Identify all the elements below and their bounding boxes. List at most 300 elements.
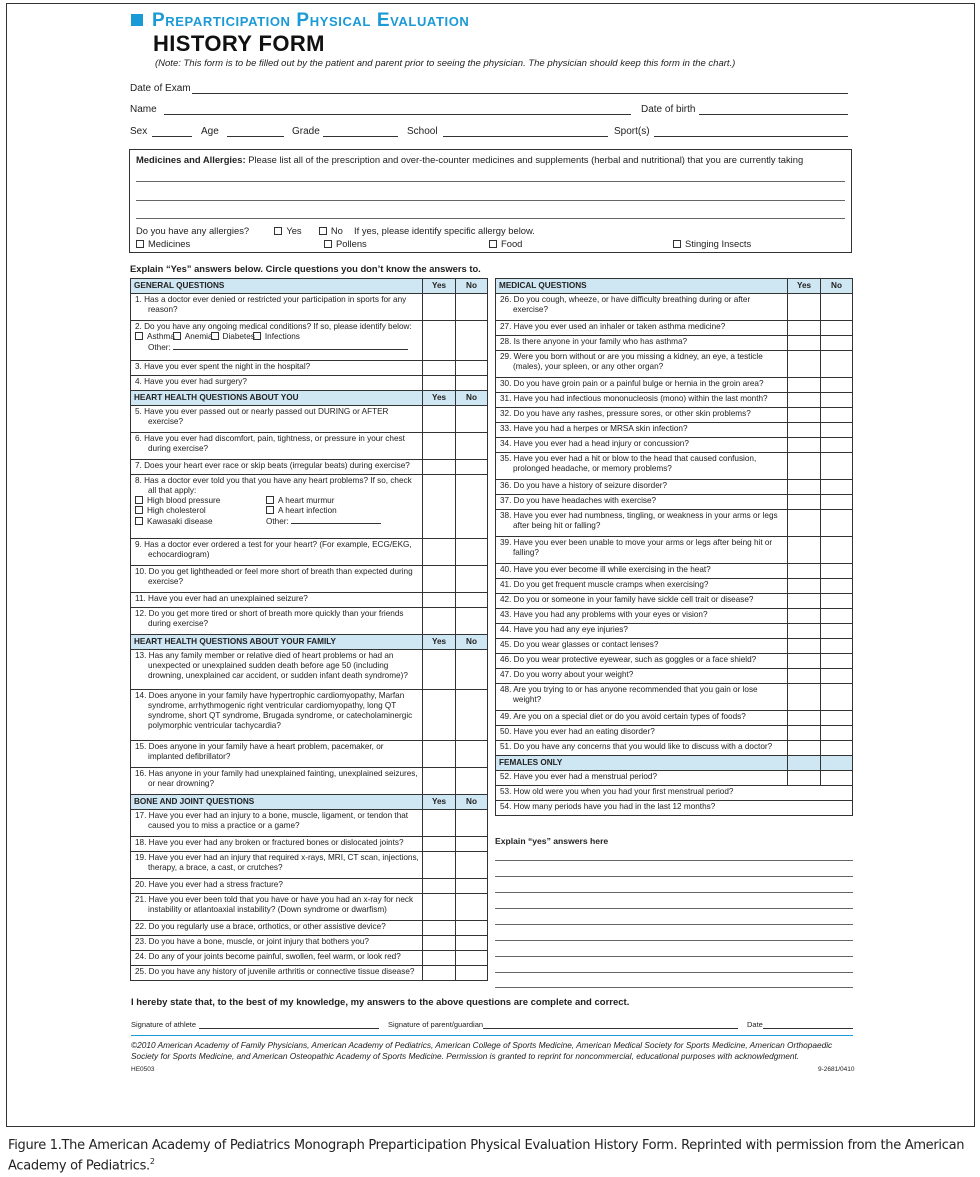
section-header-heart-you (131, 391, 488, 406)
question-row (131, 810, 488, 837)
question-row (131, 852, 488, 879)
checkbox[interactable] (673, 240, 681, 248)
date-of-birth-field[interactable] (699, 114, 848, 115)
yes-header: Yes (423, 635, 456, 650)
checkbox[interactable] (135, 506, 143, 514)
question-row (496, 639, 853, 654)
question-row (131, 593, 488, 608)
no-cell[interactable] (821, 726, 853, 741)
yes-cell[interactable] (423, 566, 456, 593)
no-cell[interactable] (456, 406, 488, 433)
option-label: Anemia (184, 332, 213, 341)
copyright-notice: ©2010 American Academy of Family Physicians, American Academy of Pediatrics, American College of Sports Medicine, American Medical Society for Sports Medicine, American Orthopaedic Society for Sports Medicine, and American Osteopathic Academy of Sports Medicine. Permission is granted to reprint for noncommercial, educational purposes with acknowledgment. (131, 1040, 833, 1061)
question-text: 7. Does your heart ever race or skip beats (irregular beats) during exercise? (131, 460, 423, 475)
explain-line[interactable] (495, 956, 853, 957)
yes-cell[interactable] (788, 639, 821, 654)
section-title: HEART HEALTH QUESTIONS ABOUT YOU (131, 391, 423, 406)
checkbox[interactable] (211, 332, 219, 340)
other-label: Other: (148, 343, 171, 352)
option-diabetes[interactable] (224, 332, 256, 342)
school-label: School (407, 126, 438, 137)
section-header-general (131, 279, 488, 294)
yes-cell[interactable] (788, 741, 821, 756)
yes-cell[interactable] (788, 684, 821, 711)
question-row (131, 361, 488, 376)
question-row (496, 711, 853, 726)
allergy-option-label: Pollens (336, 238, 367, 249)
no-cell[interactable] (456, 460, 488, 475)
yes-cell[interactable] (788, 408, 821, 423)
question-text: 11. Have you ever had an unexplained seizure? (131, 593, 423, 608)
allergy-if-yes: If yes, please identify specific allergy below. (354, 225, 535, 236)
sex-field[interactable] (152, 136, 192, 137)
yes-cell[interactable] (423, 837, 456, 852)
question-text: 30. Do you have groin pain or a painful bulge or hernia in the groin area? (496, 378, 788, 393)
option-label: A heart murmur (278, 496, 335, 505)
no-cell[interactable] (456, 810, 488, 837)
question-text: 3. Have you ever spent the night in the hospital? (131, 361, 423, 376)
yes-header: Yes (423, 279, 456, 294)
no-cell[interactable] (821, 510, 853, 537)
no-cell[interactable] (821, 594, 853, 609)
question-row (496, 654, 853, 669)
question-text: 51. Do you have any concerns that you would like to discuss with a doctor? (496, 741, 788, 756)
sports-field[interactable] (654, 136, 848, 137)
question-row (131, 608, 488, 635)
yes-cell[interactable] (423, 593, 456, 608)
yes-cell[interactable] (423, 376, 456, 391)
name-field[interactable] (164, 114, 631, 115)
signature-athlete-field[interactable] (199, 1028, 379, 1029)
other-field[interactable] (291, 516, 381, 524)
question-text: 54. How many periods have you had in the last 12 months? (496, 801, 853, 816)
yes-cell[interactable] (788, 510, 821, 537)
question-text: 8. Has a doctor ever told you that you have any heart problems? If so, check all that apply: (135, 476, 412, 495)
form-title: Preparticipation Physical Evaluation (152, 10, 470, 31)
question-row (496, 480, 853, 495)
question-row (496, 510, 853, 537)
option-kawasaki[interactable] (148, 517, 266, 527)
question-row (496, 609, 853, 624)
no-cell[interactable] (456, 894, 488, 921)
no-cell[interactable] (821, 684, 853, 711)
yes-cell[interactable] (423, 951, 456, 966)
explain-line[interactable] (495, 924, 853, 925)
signature-athlete-label: Signature of athlete (131, 1020, 197, 1029)
yes-cell[interactable] (788, 423, 821, 438)
explain-line[interactable] (495, 987, 853, 988)
no-cell[interactable] (456, 361, 488, 376)
caption-reference: 2 (149, 1157, 155, 1166)
explain-line[interactable] (495, 860, 853, 861)
question-row (496, 786, 853, 801)
yes-cell[interactable] (423, 690, 456, 741)
allergy-question: Do you have any allergies? (136, 225, 250, 236)
question-row (131, 879, 488, 894)
no-cell[interactable] (821, 336, 853, 351)
question-row (496, 726, 853, 741)
signature-parent-field[interactable] (483, 1028, 738, 1029)
no-header: No (456, 635, 488, 650)
question-text: 38. Have you ever had numbness, tingling, or weakness in your arms or legs after being hit or falling? (496, 510, 788, 537)
no-cell[interactable] (821, 378, 853, 393)
question-row (496, 393, 853, 408)
no-cell[interactable] (456, 376, 488, 391)
grade-field[interactable] (323, 136, 398, 137)
question-row (496, 741, 853, 756)
question-row (496, 564, 853, 579)
no-cell[interactable] (456, 650, 488, 690)
yes-cell[interactable] (423, 966, 456, 981)
no-cell[interactable] (456, 294, 488, 321)
yes-cell[interactable] (788, 537, 821, 564)
yes-cell[interactable] (423, 852, 456, 879)
age-field[interactable] (227, 136, 284, 137)
header-square-icon (131, 14, 143, 26)
allergy-option-label: Medicines (148, 238, 191, 249)
no-cell[interactable] (821, 351, 853, 378)
question-text: 33. Have you had a herpes or MRSA skin infection? (496, 423, 788, 438)
question-text: 45. Do you wear glasses or contact lenses? (496, 639, 788, 654)
option-label: A heart infection (278, 506, 337, 515)
medicines-label: Medicines and Allergies: (136, 154, 246, 165)
yes-cell[interactable] (423, 460, 456, 475)
form-code-left: HE0503 (131, 1066, 155, 1073)
question-row (131, 433, 488, 460)
yes-cell[interactable] (423, 361, 456, 376)
no-cell[interactable] (821, 294, 853, 321)
question-row (131, 475, 488, 539)
no-cell[interactable] (821, 393, 853, 408)
no-cell[interactable] (456, 966, 488, 981)
no-cell[interactable] (821, 537, 853, 564)
no-header: No (456, 391, 488, 406)
question-text: 25. Do you have any history of juvenile arthritis or connective tissue disease? (131, 966, 423, 981)
question-text: 35. Have you ever had a hit or blow to the head that caused confusion, prolonged headache, or memory problems? (496, 453, 788, 480)
question-text: 17. Have you ever had an injury to a bone, muscle, ligament, or tendon that caused you to miss a practice or a game? (131, 810, 423, 837)
yes-cell[interactable] (423, 879, 456, 894)
no-cell[interactable] (821, 609, 853, 624)
checkbox[interactable] (253, 332, 261, 340)
question-text: 16. Has anyone in your family had unexplained fainting, unexplained seizures, or near drowning? (131, 768, 423, 795)
yes-cell[interactable] (788, 726, 821, 741)
signature-parent-label: Signature of parent/guardian (388, 1020, 484, 1029)
option-anemia[interactable] (186, 332, 214, 342)
explain-line[interactable] (495, 876, 853, 877)
question-row (496, 801, 853, 816)
yes-cell[interactable] (788, 393, 821, 408)
question-text: 5. Have you ever passed out or nearly passed out DURING or AFTER exercise? (131, 406, 423, 433)
checkbox[interactable] (266, 506, 274, 514)
explain-instruction: Explain “Yes” answers below. Circle questions you don’t know the answers to. (130, 263, 481, 274)
no-cell[interactable] (821, 423, 853, 438)
option-label: Asthma (147, 332, 175, 341)
allergy-no-checkbox[interactable] (319, 227, 327, 235)
yes-cell[interactable] (423, 768, 456, 795)
allergy-pollens[interactable] (324, 238, 367, 249)
question-text: 47. Do you worry about your weight? (496, 669, 788, 684)
no-cell[interactable] (821, 480, 853, 495)
section-header-medical (496, 279, 853, 294)
form-code-right: 9-2681/0410 (818, 1066, 855, 1073)
date-field[interactable] (763, 1028, 853, 1029)
yes-cell[interactable] (788, 351, 821, 378)
yes-cell[interactable] (423, 894, 456, 921)
yes-cell[interactable] (788, 771, 821, 786)
question-text: 34. Have you ever had a head injury or concussion? (496, 438, 788, 453)
yes-cell[interactable] (788, 669, 821, 684)
yes-cell[interactable] (788, 624, 821, 639)
question-row (496, 453, 853, 480)
explain-line[interactable] (495, 972, 853, 973)
question-text: 23. Do you have a bone, muscle, or joint injury that bothers you? (131, 936, 423, 951)
no-cell[interactable] (821, 741, 853, 756)
grade-label: Grade (292, 126, 320, 137)
caption-text: Figure 1.The American Academy of Pediatrics Monograph Preparticipation Physical Evaluation History Form. Reprinted with permission from the American Academy of Pediatrics. (8, 1138, 965, 1174)
no-cell[interactable] (821, 579, 853, 594)
question-text: 31. Have you had infectious mononucleosis (mono) within the last month? (496, 393, 788, 408)
no-cell[interactable] (821, 438, 853, 453)
question-text: 13. Has any family member or relative died of heart problems or had an unexpected or unexplained sudden death before age 50 (including drowning, unexplained car accident, or sudden infant death syndrome)? (131, 650, 423, 690)
question-text: 4. Have you ever had surgery? (131, 376, 423, 391)
no-cell[interactable] (456, 741, 488, 768)
section-header-females (496, 756, 853, 771)
question-text: 6. Have you ever had discomfort, pain, tightness, or pressure in your chest during exercise? (131, 433, 423, 460)
yes-cell[interactable] (423, 650, 456, 690)
yes-cell[interactable] (423, 741, 456, 768)
age-label: Age (201, 126, 219, 137)
question-row (496, 336, 853, 351)
allergy-medicines[interactable] (136, 238, 190, 249)
yes-cell[interactable] (423, 321, 456, 361)
question-text: 39. Have you ever been unable to move your arms or legs after being hit or falling? (496, 537, 788, 564)
question-text: 12. Do you get more tired or short of breath more quickly than your friends during exercise? (131, 608, 423, 635)
yes-cell[interactable] (788, 378, 821, 393)
option-high-bp[interactable] (148, 496, 266, 506)
question-text: 10. Do you get lightheaded or feel more short of breath than expected during exercise? (131, 566, 423, 593)
question-row (131, 768, 488, 795)
yes-cell[interactable] (788, 453, 821, 480)
medicines-line[interactable] (136, 200, 845, 201)
option-label: Infections (264, 332, 300, 341)
date-label: Date (747, 1020, 763, 1029)
section-title: GENERAL QUESTIONS (131, 279, 423, 294)
yes-cell[interactable] (788, 609, 821, 624)
question-text: 37. Do you have headaches with exercise? (496, 495, 788, 510)
no-cell[interactable] (821, 624, 853, 639)
question-text: 20. Have you ever had a stress fracture? (131, 879, 423, 894)
question-text: 15. Does anyone in your family have a heart problem, pacemaker, or implanted defibrillator? (131, 741, 423, 768)
question-row (131, 650, 488, 690)
yes-header (788, 756, 821, 771)
option-label: Kawasaki disease (147, 517, 213, 526)
question-text: 41. Do you get frequent muscle cramps when exercising? (496, 579, 788, 594)
medicines-text: Please list all of the prescription and over-the-counter medicines and supplements (herbal and nutritional) that you are currently taking (245, 154, 804, 165)
no-cell[interactable] (456, 608, 488, 635)
date-of-exam-label: Date of Exam (130, 83, 191, 94)
checkbox[interactable] (266, 496, 274, 504)
sex-label: Sex (130, 126, 148, 137)
question-text: 53. How old were you when you had your first menstrual period? (496, 786, 853, 801)
checkbox[interactable] (135, 496, 143, 504)
question-text: 14. Does anyone in your family have hypertrophic cardiomyopathy, Marfan syndrome, arrhythmogenic right ventricular cardiomyopathy, long QT syndrome, short QT syndrome, Brugada syndrome, or catecholaminergic polymorphic ventricular tachycardia? (131, 690, 423, 741)
no-header (821, 756, 853, 771)
question-row (496, 408, 853, 423)
attestation-statement: I hereby state that, to the best of my knowledge, my answers to the above questions are complete and correct. (131, 997, 630, 1008)
explain-line[interactable] (495, 940, 853, 941)
yes-cell[interactable] (788, 711, 821, 726)
checkbox[interactable] (135, 332, 143, 340)
yes-cell[interactable] (423, 810, 456, 837)
no-cell[interactable] (821, 639, 853, 654)
no-cell[interactable] (456, 852, 488, 879)
no-cell[interactable] (821, 495, 853, 510)
no-cell[interactable] (821, 564, 853, 579)
question-row (131, 741, 488, 768)
question-row (496, 294, 853, 321)
option-infections[interactable] (266, 332, 301, 342)
no-cell[interactable] (456, 690, 488, 741)
explain-line[interactable] (495, 892, 853, 893)
section-title: HEART HEALTH QUESTIONS ABOUT YOUR FAMILY (131, 635, 423, 650)
question-row (131, 376, 488, 391)
no-header: No (456, 795, 488, 810)
question-text: 24. Do any of your joints become painful, swollen, feel warm, or look red? (131, 951, 423, 966)
question-row (496, 771, 853, 786)
sports-label: Sport(s) (614, 126, 650, 137)
yes-cell[interactable] (423, 539, 456, 566)
yes-cell[interactable] (788, 579, 821, 594)
allergy-yes-checkbox[interactable] (274, 227, 282, 235)
question-row (496, 624, 853, 639)
date-of-exam-field[interactable] (192, 93, 848, 94)
no-cell[interactable] (821, 654, 853, 669)
yes-cell[interactable] (788, 654, 821, 669)
yes-cell[interactable] (788, 336, 821, 351)
yes-cell[interactable] (423, 433, 456, 460)
question-text: 42. Do you or someone in your family have sickle cell trait or disease? (496, 594, 788, 609)
option-heart-infection[interactable] (266, 506, 337, 515)
no-cell[interactable] (821, 453, 853, 480)
question-2 (131, 321, 423, 361)
question-row (496, 438, 853, 453)
question-row (496, 669, 853, 684)
yes-cell[interactable] (788, 564, 821, 579)
no-cell[interactable] (456, 433, 488, 460)
question-row (131, 566, 488, 593)
question-row (131, 921, 488, 936)
medicines-line[interactable] (136, 218, 845, 219)
no-cell[interactable] (821, 711, 853, 726)
checkbox[interactable] (324, 240, 332, 248)
question-text: 18. Have you ever had any broken or fractured bones or dislocated joints? (131, 837, 423, 852)
section-header-heart-family (131, 635, 488, 650)
section-title: MEDICAL QUESTIONS (496, 279, 788, 294)
no-cell[interactable] (456, 837, 488, 852)
question-text: 48. Are you trying to or has anyone recommended that you gain or lose weight? (496, 684, 788, 711)
no-cell[interactable] (821, 321, 853, 336)
yes-cell[interactable] (788, 294, 821, 321)
school-field[interactable] (443, 136, 608, 137)
date-of-birth-label: Date of birth (641, 104, 696, 115)
yes-cell[interactable] (788, 438, 821, 453)
left-questions-table (130, 278, 488, 981)
question-text: 26. Do you cough, wheeze, or have difficulty breathing during or after exercise? (496, 294, 788, 321)
checkbox[interactable] (135, 517, 143, 525)
question-row (496, 594, 853, 609)
question-row (496, 423, 853, 438)
question-8 (131, 475, 423, 539)
no-cell[interactable] (456, 936, 488, 951)
question-text: 49. Are you on a special diet or do you avoid certain types of foods? (496, 711, 788, 726)
yes-cell[interactable] (423, 294, 456, 321)
no-cell[interactable] (456, 539, 488, 566)
yes-cell[interactable] (788, 495, 821, 510)
option-asthma[interactable] (148, 332, 176, 342)
no-cell[interactable] (456, 566, 488, 593)
question-row (496, 495, 853, 510)
section-header-bone-joint (131, 795, 488, 810)
allergy-food[interactable] (489, 238, 522, 249)
option-murmur[interactable] (266, 496, 334, 505)
no-cell[interactable] (456, 475, 488, 539)
checkbox[interactable] (489, 240, 497, 248)
other-field[interactable] (173, 342, 408, 350)
question-row (131, 966, 488, 981)
no-cell[interactable] (456, 321, 488, 361)
question-row (131, 321, 488, 361)
allergy-question-row (136, 225, 535, 236)
option-cholesterol[interactable] (148, 506, 266, 516)
figure-caption (8, 1138, 980, 1174)
yes-cell[interactable] (423, 406, 456, 433)
no-cell[interactable] (456, 921, 488, 936)
yes-cell[interactable] (788, 480, 821, 495)
checkbox[interactable] (136, 240, 144, 248)
yes-cell[interactable] (423, 608, 456, 635)
yes-cell[interactable] (423, 936, 456, 951)
yes-cell[interactable] (423, 921, 456, 936)
medicines-line[interactable] (136, 181, 845, 182)
allergy-yes-label: Yes (286, 225, 302, 236)
question-row (496, 351, 853, 378)
question-row (131, 951, 488, 966)
no-cell[interactable] (456, 951, 488, 966)
explain-here-label: Explain “yes” answers here (495, 836, 609, 846)
explain-line[interactable] (495, 908, 853, 909)
no-cell[interactable] (456, 593, 488, 608)
checkbox[interactable] (173, 332, 181, 340)
question-text: 46. Do you wear protective eyewear, such as goggles or a face shield? (496, 654, 788, 669)
question-row (131, 837, 488, 852)
no-cell[interactable] (456, 879, 488, 894)
yes-cell[interactable] (423, 475, 456, 539)
question-row (131, 936, 488, 951)
question-text: 1. Has a doctor ever denied or restricted your participation in sports for any reason? (131, 294, 423, 321)
no-cell[interactable] (821, 771, 853, 786)
medicines-allergies-box (129, 149, 852, 253)
question-text: 44. Have you had any eye injuries? (496, 624, 788, 639)
question-row (131, 690, 488, 741)
yes-cell[interactable] (788, 321, 821, 336)
yes-cell[interactable] (788, 594, 821, 609)
no-cell[interactable] (821, 669, 853, 684)
question-row (131, 539, 488, 566)
medicines-instruction (136, 154, 846, 165)
no-cell[interactable] (456, 768, 488, 795)
no-cell[interactable] (821, 408, 853, 423)
allergy-stinging-insects[interactable] (673, 238, 751, 249)
